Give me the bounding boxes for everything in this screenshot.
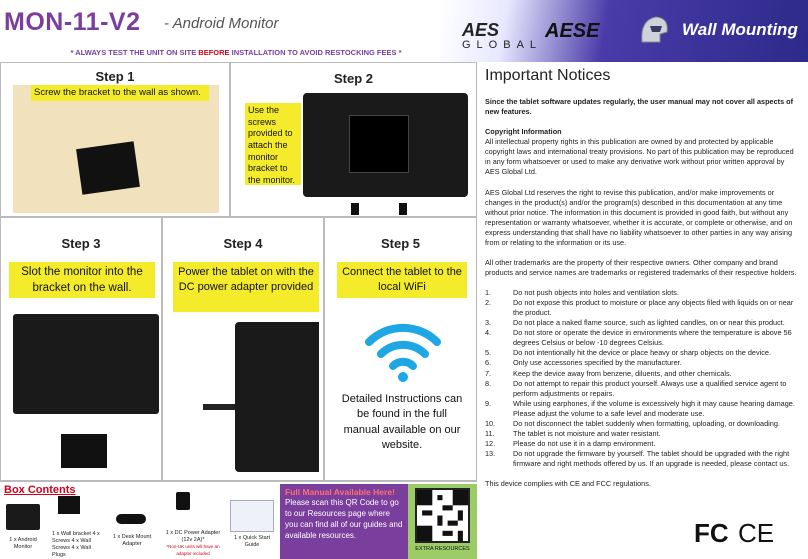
svg-text:FC: FC (694, 518, 729, 546)
box-item-label: 1 x DC Power Adapter (12v 2A)* *Non-UK units will have an adapter included (165, 530, 221, 556)
step3-instruction: Slot the monitor into the bracket on the wall. (9, 262, 155, 298)
wall-bracket (61, 434, 107, 468)
list-item: 6. Only use accessories specified by the manufacturer. (485, 358, 682, 368)
step4-instruction: Power the tablet on with the DC power adapter provided (173, 262, 319, 312)
notices-heading: Important Notices (485, 67, 611, 84)
list-item: 5. Do not intentionally hit the device or place heavy or sharp objects on the device. (485, 348, 771, 358)
fcc-ce-logo (694, 518, 778, 546)
copyright-title: Copyright Information (485, 127, 562, 137)
list-item: 1. Do not push objects into holes and ventilation slots. (485, 288, 679, 298)
product-subtitle: - Android Monitor (164, 15, 279, 32)
manual-text: Please scan this QR Code to go to our Resources page where you can find all of our guides and available resources. (285, 498, 403, 540)
monitor-thumb (6, 504, 40, 530)
compliance-text: This device complies with CE and FCC regulations. (485, 479, 651, 489)
list-item: 3. Do not place a naked flame source, such as lighted candles, on or near this product. (485, 318, 785, 328)
list-item: 13. Do not upgrade the firmware by yourself. The tablet should be upgraded with the right firmware and right methods offered by us. If an upgrade is needed, please contact us. (485, 449, 790, 469)
box-item-label: 1 x Android Monitor (9, 537, 37, 550)
spartan-helmet-icon (636, 12, 672, 48)
box-contents-title: Box Contents (4, 484, 76, 496)
wall-bracket (76, 141, 140, 195)
step2-instruction: Use the screws provided to attach the monitor bracket to the monitor. (245, 103, 301, 185)
screw-icon (399, 203, 407, 215)
aes-global-logo: AES GLOBAL (462, 20, 543, 51)
monitor-side (235, 322, 319, 472)
qr-panel[interactable] (408, 484, 477, 559)
step3-panel (0, 217, 162, 481)
svg-text:CE: CE (738, 518, 775, 546)
step4-title: Step 4 (223, 236, 263, 251)
restocking-warning: * ALWAYS TEST THE UNIT ON SITE BEFORE INSTALLATION TO AVOID RESTOCKING FEES * (70, 48, 402, 57)
bracket-thumb (58, 496, 80, 514)
step2-panel (230, 62, 477, 217)
dc-plug (203, 404, 235, 410)
step4-panel (162, 217, 324, 481)
step1-panel (0, 62, 230, 217)
list-item: 8. Do not attempt to repair this product yourself. Always use a qualified service agent to perform adjustments or repairs. (485, 378, 787, 398)
list-item: 4. Do not store or operate the device in environments where the temperature is above 56 degrees Celsius or below -10 degrees Celsius. (485, 328, 792, 348)
banner-title: Wall Mounting (682, 20, 798, 39)
quick-start-thumb (230, 500, 274, 532)
aese-logo: AESE (545, 20, 600, 42)
list-item: 10. Do not disconnect the tablet suddenly when formatting, uploading, or downloading. (485, 418, 780, 428)
box-item-label: 1 x Desk Mount Adapter (112, 534, 152, 547)
qr-label: EXTRA RESOURCES (415, 546, 470, 552)
reserve-text: AES Global Ltd reserves the right to revise this publication, and/or make improvements or changes in the product(s) and/or the program(s) described in this documentation at any time without prior notice. The information in this document is provided in good faith, but without any representation or warranty whatsoever, whether it is accurate, or complete or otherwise, and on express understanding that shall have no liability whatsoever to other parties in any way arising from or relating to the information or its use. (485, 187, 793, 247)
power-adapter-thumb (176, 492, 190, 510)
step5-detail: Detailed Instructions can be found in the full manual available on our website. (341, 393, 463, 452)
full-manual-box (280, 484, 408, 559)
qr-code[interactable] (415, 488, 470, 543)
step3-title: Step 3 (61, 236, 101, 251)
notices-intro: Since the tablet software updates regularly, the user manual may not cover all aspects of new features. (485, 97, 794, 117)
step5-instruction: Connect the tablet to the local WiFi (337, 262, 467, 298)
vesa-bracket (349, 115, 409, 173)
step2-title: Step 2 (333, 71, 373, 86)
qr-code-icon (417, 490, 468, 541)
important-notices (477, 62, 808, 559)
copyright-text: All intellectual property rights in this publication are owned by and protected by applicable copyright laws and international treaty provisions. No part of this publication may be reproduced in any form whatsoever or used to make any derivative work without prior written approval by AES Global Ltd. (485, 137, 794, 177)
screw-icon (351, 203, 359, 215)
list-item: 11. The tablet is not moisture and water resistant. (485, 428, 661, 438)
step1-instruction: Screw the bracket to the wall as shown. (31, 85, 209, 101)
list-item: 7. Keep the device away from benzene, diluents, and other chemicals. (485, 368, 732, 378)
step5-panel (324, 217, 477, 481)
product-title: MON-11-V2 (4, 8, 141, 36)
desk-mount-thumb (116, 514, 146, 524)
monitor-back (13, 314, 159, 414)
list-item: 12. Please do not use it in a damp environment. (485, 438, 656, 448)
step5-title: Step 5 (380, 236, 420, 251)
manual-title: Full Manual Available Here! (285, 487, 395, 497)
wifi-icon (365, 318, 441, 382)
safety-list (485, 288, 800, 469)
list-item: 9. While using earphones, if the volume is excessively high it may cause hearing damage. Please adjust the volume to a safe level and moderate use. (485, 398, 795, 418)
box-item-label: 1 x Quick Start Guide (233, 535, 271, 548)
list-item: 2. Do not expose this product to moisture or place any objects filed with liquids on or near the product. (485, 298, 794, 318)
step1-title: Step 1 (95, 69, 135, 84)
box-item-label: 1 x Wall bracket 4 x Screws 4 x Wall Screws 4 x Wall Plugs (52, 531, 100, 558)
trademark-text: All other trademarks are the property of their respective owners. Other company and brand products and service names are trademarks or registered trademarks of their respective holders. (485, 257, 797, 277)
